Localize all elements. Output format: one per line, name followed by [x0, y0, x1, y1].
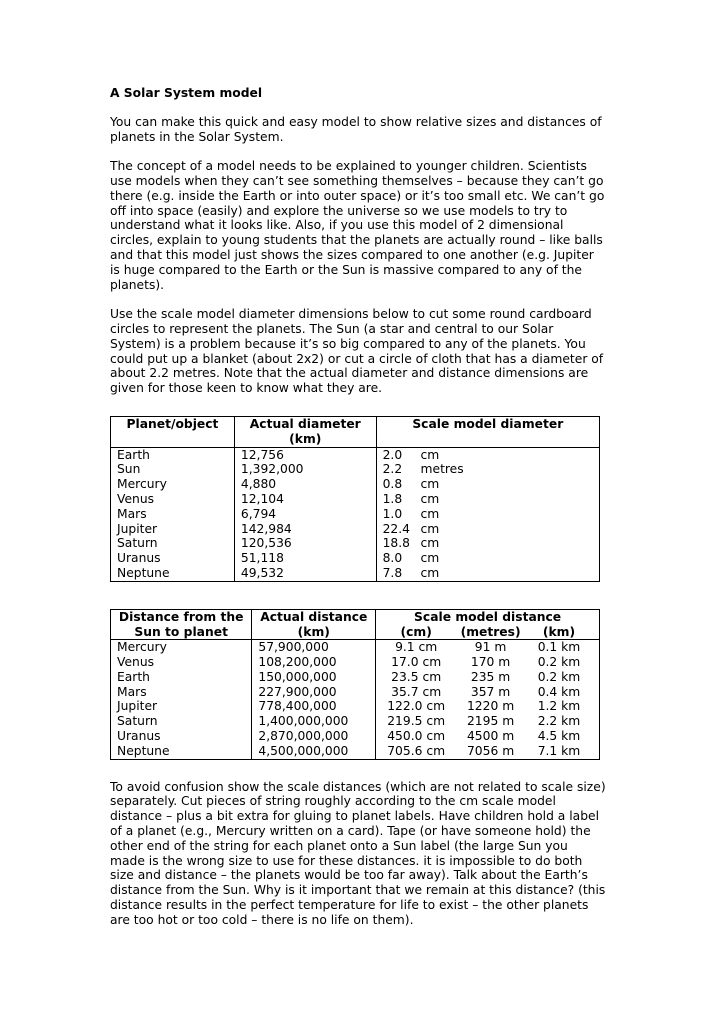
intro-paragraph: You can make this quick and easy model to show relative sizes and distances of planets in the Solar System. — [110, 114, 602, 144]
scale-distance-metres: 357 m — [470, 684, 511, 699]
scale-distance-cm: 9.1 cm — [395, 640, 438, 655]
actual-distance: 2,870,000,000 — [252, 729, 376, 744]
actual-diameter: 6,794 — [234, 507, 376, 522]
diameter-header-planet: Planet/object — [111, 416, 235, 447]
scale-diameter-value: 7.8 — [382, 565, 403, 580]
scale-diameter — [376, 566, 599, 581]
scale-diameter — [376, 477, 599, 492]
table-row — [111, 714, 600, 729]
table-row — [111, 655, 600, 670]
scale-distance-km: 2.2 km — [537, 714, 581, 729]
actual-diameter: 49,532 — [234, 566, 376, 581]
actual-diameter: 142,984 — [234, 522, 376, 537]
planet-name: Mercury — [111, 477, 235, 492]
scale-diameter-unit: cm — [420, 521, 440, 536]
scale-distance-cm: 705.6 cm — [387, 743, 446, 758]
scale-distance-metres: 2195 m — [466, 714, 515, 729]
distance-header-planet: Distance from the Sun to planet — [111, 609, 252, 640]
actual-distance: 57,900,000 — [252, 640, 376, 655]
table-row — [111, 699, 600, 714]
closing-paragraph: To avoid confusion show the scale distances (which are not related to scale size) separately. Cut pieces of string roughly according to the cm scale model distance – plus a bit extra for gluing to planet labels. Have children hold a label of a planet (e.g., Mercury written on a card). Tape (or have someone hold) the other end of the string for each planet onto a Sun label (the large Sun you made is the wrong size to use for these distances. it is impossible to do both size and distance – the planets would be too far away). Talk about the Earth’s distance from the Sun. Why is it important that we remain at this distance? (this distance results in the perfect temperature for life to exist – the other planets are too hot or too cold – there is no life on them). — [110, 779, 606, 927]
scale-distance — [376, 699, 600, 714]
actual-diameter: 51,118 — [234, 551, 376, 566]
table-row — [111, 477, 600, 492]
planet-name: Venus — [111, 655, 252, 670]
table-row — [111, 729, 600, 744]
table-row — [111, 685, 600, 700]
subheader-cm: (cm) — [400, 624, 432, 639]
scale-diameter-unit: metres — [420, 462, 464, 477]
scale-distance-cm: 219.5 cm — [387, 714, 446, 729]
scale-distance-km: 0.1 km — [537, 640, 581, 655]
scale-distance — [376, 744, 600, 759]
table-row — [111, 551, 600, 566]
diameter-header-scale: Scale model diameter — [376, 416, 599, 447]
actual-distance: 150,000,000 — [252, 670, 376, 685]
table-row — [111, 566, 600, 581]
planet-name: Uranus — [111, 551, 235, 566]
planet-name: Earth — [111, 670, 252, 685]
scale-diameter-unit: cm — [420, 536, 440, 551]
actual-diameter: 120,536 — [234, 536, 376, 551]
scale-diameter-value: 0.8 — [382, 477, 403, 492]
table-row — [111, 744, 600, 759]
actual-distance: 778,400,000 — [252, 699, 376, 714]
scale-diameter-unit: cm — [420, 447, 440, 462]
distance-header-scale-title: Scale model distance — [414, 609, 562, 624]
scale-distance-metres: 91 m — [474, 640, 507, 655]
table-row — [111, 536, 600, 551]
scale-distance-cm: 450.0 cm — [387, 729, 446, 744]
planet-name: Jupiter — [111, 699, 252, 714]
planet-name: Venus — [111, 492, 235, 507]
table-row — [111, 507, 600, 522]
scale-diameter-value: 2.0 — [382, 447, 403, 462]
scale-diameter — [376, 551, 599, 566]
scale-diameter-unit: cm — [420, 506, 440, 521]
scale-distance-km: 0.4 km — [537, 684, 581, 699]
actual-diameter: 12,756 — [234, 447, 376, 462]
actual-diameter: 1,392,000 — [234, 462, 376, 477]
scale-distance — [376, 640, 600, 655]
scale-diameter — [376, 492, 599, 507]
scale-distance — [376, 714, 600, 729]
scale-diameter — [376, 522, 599, 537]
scale-diameter-value: 18.8 — [382, 536, 410, 551]
actual-diameter: 4,880 — [234, 477, 376, 492]
scale-distance-cm: 35.7 cm — [391, 684, 442, 699]
table-row — [111, 447, 600, 462]
actual-distance: 1,400,000,000 — [252, 714, 376, 729]
scale-diameter-unit: cm — [420, 551, 440, 566]
distance-subheaders — [382, 625, 593, 640]
document-page — [110, 86, 606, 942]
planet-name: Uranus — [111, 729, 252, 744]
distance-header-scale — [376, 609, 600, 640]
scale-diameter-value: 8.0 — [382, 551, 403, 566]
scale-distance-cm: 23.5 cm — [391, 669, 442, 684]
scale-diameter-value: 1.0 — [382, 506, 403, 521]
table-row — [111, 670, 600, 685]
concept-paragraph: The concept of a model needs to be explained to younger children. Scientists use models when they can’t see something themselves – because they can’t go there (e.g. inside the Earth or into outer space) or it’s too small etc. We can’t go off into space (easily) and explore the universe so we use models to try to understand what it looks like. Also, if you use this model of 2 dimensional circles, explain to young students that the planets are actually round – like balls and that this model just shows the sizes compared to one another (e.g. Jupiter is huge compared to the Earth or the Sun is massive compared to any of the planets). — [110, 159, 605, 292]
planet-name: Neptune — [111, 566, 235, 581]
scale-distance — [376, 729, 600, 744]
scale-distance-cm: 122.0 cm — [387, 699, 446, 714]
planet-name: Mars — [111, 685, 252, 700]
scale-distance-metres: 7056 m — [466, 743, 515, 758]
scale-distance — [376, 685, 600, 700]
diameter-table-body — [111, 447, 600, 581]
scale-diameter-value: 2.2 — [382, 462, 403, 477]
scale-diameter-unit: cm — [420, 477, 440, 492]
scale-distance — [376, 670, 600, 685]
scale-distance — [376, 655, 600, 670]
scale-distance-km: 7.1 km — [537, 743, 581, 758]
planet-name: Earth — [111, 447, 235, 462]
scale-distance-metres: 170 m — [470, 655, 511, 670]
actual-distance: 4,500,000,000 — [252, 744, 376, 759]
scale-distance-metres: 4500 m — [466, 729, 515, 744]
subheader-km: (km) — [542, 624, 576, 639]
page-title: A Solar System model — [110, 86, 263, 100]
planet-name: Saturn — [111, 714, 252, 729]
scale-diameter-value: 1.8 — [382, 491, 403, 506]
actual-distance: 227,900,000 — [252, 685, 376, 700]
distance-table — [110, 609, 600, 760]
planet-name: Mars — [111, 507, 235, 522]
table-row — [111, 522, 600, 537]
scale-distance-km: 0.2 km — [537, 655, 581, 670]
scale-instructions-paragraph: Use the scale model diameter dimensions below to cut some round cardboard circles to represent the planets. The Sun (a star and central to our Solar System) is a problem because it’s so big compared to any of the planets. You could put up a blanket (about 2x2) or cut a circle of cloth that has a diameter of about 2.2 metres. Note that the actual diameter and distance dimensions are given for those keen to know what they are. — [110, 307, 604, 396]
distance-header-actual: Actual distance (km) — [252, 609, 376, 640]
diameter-table — [110, 416, 600, 582]
scale-diameter — [376, 462, 599, 477]
scale-diameter-unit: cm — [420, 491, 440, 506]
table-row — [111, 640, 600, 655]
actual-diameter: 12,104 — [234, 492, 376, 507]
scale-distance-metres: 1220 m — [466, 699, 515, 714]
subheader-metres: (metres) — [460, 624, 521, 639]
scale-distance-km: 4.5 km — [537, 729, 581, 744]
table-row — [111, 492, 600, 507]
planet-name: Mercury — [111, 640, 252, 655]
planet-name: Jupiter — [111, 522, 235, 537]
planet-name: Sun — [111, 462, 235, 477]
scale-diameter-value: 22.4 — [382, 521, 410, 536]
table-row — [111, 462, 600, 477]
scale-distance-metres: 235 m — [470, 669, 511, 684]
scale-diameter — [376, 447, 599, 462]
scale-diameter — [376, 536, 599, 551]
distance-table-body — [111, 640, 600, 759]
actual-distance: 108,200,000 — [252, 655, 376, 670]
planet-name: Saturn — [111, 536, 235, 551]
scale-diameter — [376, 507, 599, 522]
diameter-header-actual: Actual diameter (km) — [234, 416, 376, 447]
scale-diameter-unit: cm — [420, 565, 440, 580]
scale-distance-km: 1.2 km — [537, 699, 581, 714]
scale-distance-cm: 17.0 cm — [391, 655, 442, 670]
planet-name: Neptune — [111, 744, 252, 759]
scale-distance-km: 0.2 km — [537, 669, 581, 684]
